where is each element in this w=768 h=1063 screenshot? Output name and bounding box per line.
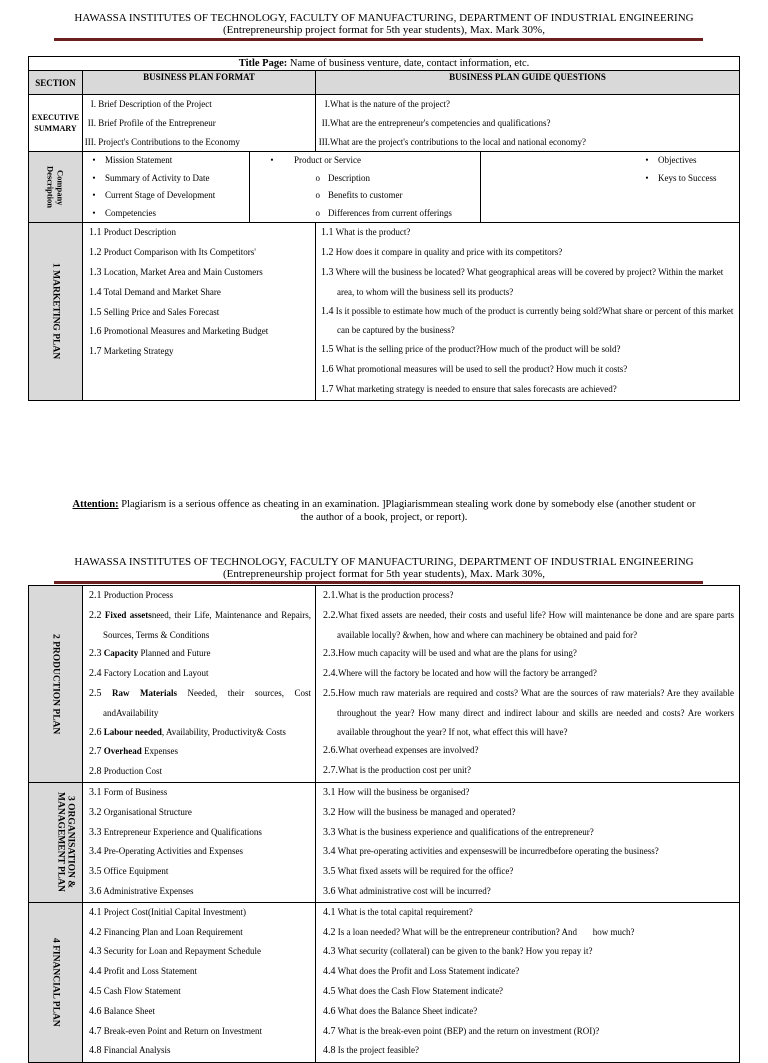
list-item: 2.5 Raw Materials Needed, their sources, Cost andAvailability — [89, 687, 312, 718]
list-item: 1.3 Location, Market Area and Main Customers — [89, 266, 263, 278]
document-header-title: HAWASSA INSTITUTES OF TECHNOLOGY, FACULTY OF MANUFACTURING, DEPARTMENT OF INDUSTRIAL ENGINEERING — [74, 12, 694, 24]
section-marketing-plan: 1 MARKETING PLAN — [29, 223, 83, 400]
header-rule — [54, 38, 703, 41]
list-item: 4.7 What is the break-even point (BEP) and the return on investment (ROI)? — [323, 1025, 600, 1037]
list-item: 1.4 Total Demand and Market Share — [89, 286, 221, 298]
list-item: 2.6 Labour needed, Availability, Productivity& Costs — [89, 726, 286, 738]
list-item: 2.7.What is the production cost per unit? — [323, 765, 471, 777]
executive-format-cell — [83, 95, 316, 152]
attention-line-1: Attention: Plagiarism is a serious offence as cheating in an examination. ]Plagiarismmean stealing work done by somebody else (another student or — [72, 499, 696, 510]
list-item: 3.2 How will the business be managed and operated? — [323, 806, 516, 818]
section-organisation-plan: 3 ORGANISATION & MANAGEMENT PLAN — [29, 782, 83, 902]
company-col3-cell — [481, 152, 740, 223]
list-item: II.What are the entrepreneur's competencies and qualifications? — [321, 117, 551, 128]
list-item: 4.6 What does the Balance Sheet indicate? — [323, 1005, 478, 1017]
list-item: 4.5 Cash Flow Statement — [89, 985, 181, 997]
list-item: II. Brief Profile of the Entrepreneur — [87, 117, 216, 128]
company-col2-cell — [250, 152, 481, 223]
list-item: 1.1 What is the product? — [321, 227, 411, 239]
list-item: 1.7 What marketing strategy is needed to ensure that sales forecasts are achieved? — [321, 383, 617, 395]
marketing-guide-cell — [316, 223, 740, 400]
document-header-title-2: HAWASSA INSTITUTES OF TECHNOLOGY, FACULTY OF MANUFACTURING, DEPARTMENT OF INDUSTRIAL ENGINEERING — [74, 556, 694, 568]
list-item: III.What are the project's contributions to the local and national economy? — [318, 136, 587, 147]
organisation-format-cell — [83, 782, 316, 902]
list-item: 3.5 What fixed assets will be required for the office? — [323, 866, 514, 878]
section-production-plan: 2 PRODUCTION PLAN — [29, 586, 83, 783]
list-item: o Differences from current offerings — [315, 207, 452, 218]
production-guide-cell — [316, 586, 740, 783]
list-item: • Competencies — [92, 207, 156, 218]
list-item: 4.1 Project Cost(Initial Capital Investment) — [89, 906, 246, 918]
list-item: 2.2.What fixed assets are needed, their costs and useful life? How will maintenance be done and are spare parts available locally? &when, how and where can machinery be obtained and paid for? — [323, 609, 734, 640]
business-plan-table-2 — [28, 585, 740, 1063]
list-item: 2.5.How much raw materials are required and costs? What are the sources of raw materials? Are they available throughout the year? How many direct and indirect labour and skills are needed and costs? Are workers available throughout the year? If not, what effect this will have? — [323, 687, 734, 737]
list-item: 3.3 What is the business experience and qualifications of the entrepreneur? — [323, 826, 594, 838]
company-col1-cell — [83, 152, 250, 223]
business-plan-table-1 — [28, 56, 740, 401]
list-item: o Benefits to customer — [315, 190, 403, 201]
list-item: • Summary of Activity to Date — [92, 172, 210, 183]
list-item: 4.1 What is the total capital requirement? — [323, 906, 473, 918]
title-page-label: Title Page: — [238, 58, 288, 69]
list-item: 2.7 Overhead Expenses — [89, 746, 178, 758]
attention-note — [54, 498, 714, 524]
column-header-format: BUSINESS PLAN FORMAT — [83, 71, 316, 95]
list-item: 1.2 Product Comparison with Its Competitors' — [89, 247, 256, 259]
list-item: 3.6 What administrative cost will be incurred? — [323, 885, 491, 897]
list-item: 1.6 What promotional measures will be used to sell the product? How much it costs? — [321, 363, 628, 375]
column-header-section: SECTION — [29, 71, 83, 95]
list-item: 4.3 Security for Loan and Repayment Schedule — [89, 946, 261, 958]
list-item: 3.1 How will the business be organised? — [323, 786, 470, 798]
list-item: • Keys to Success — [645, 172, 717, 183]
list-item: 2.3.How much capacity will be used and what are the plans for using? — [323, 648, 577, 660]
list-item: 4.8 Financial Analysis — [89, 1045, 171, 1057]
marketing-format-cell — [83, 223, 316, 400]
list-item: • Product or Service — [270, 155, 361, 166]
list-item: 3.1 Form of Business — [89, 786, 168, 798]
list-item: 4.5 What does the Cash Flow Statement indicate? — [323, 985, 504, 997]
list-item: 4.2 Financing Plan and Loan Requirement — [89, 926, 243, 938]
list-item: 4.4 Profit and Loss Statement — [89, 966, 197, 978]
list-item: 4.3 What security (collateral) can be given to the bank? How you repay it? — [323, 946, 593, 958]
list-item: 1.6 Promotional Measures and Marketing Budget — [89, 326, 269, 338]
list-item: 4.4 What does the Profit and Loss Statement indicate? — [323, 966, 520, 978]
attention-label: Attention: — [72, 499, 119, 510]
list-item: • Objectives — [645, 155, 697, 166]
financial-format-cell — [83, 902, 316, 1062]
list-item: 3.4 Pre-Operating Activities and Expenses — [89, 846, 243, 858]
document-header-subtitle-2: (Entrepreneurship project format for 5th year students), Max. Mark 30%, — [223, 568, 545, 580]
list-item: 2.1.What is the production process? — [323, 590, 454, 601]
list-item: 2.4.Where will the factory be located and how will the factory be arranged? — [323, 668, 597, 680]
column-header-guide: BUSINESS PLAN GUIDE QUESTIONS — [316, 71, 740, 95]
list-item: 1.3 Where will the business be located? What geographical areas will be covered by project? Within the market area, to whom will the business sell its products? — [321, 266, 724, 297]
company-col3-inner — [646, 152, 739, 187]
list-item: 3.5 Office Equipment — [89, 866, 169, 878]
header-rule-2 — [54, 581, 703, 584]
list-item: 1.4 Is it possible to estimate how much of the product is currently being sold?What share or percent of this market can be captured by the business? — [321, 305, 734, 336]
list-item: 4.2 Is a loan needed? What will be the entrepreneur contribution? And how much? — [323, 926, 635, 938]
list-item: 1.1 Product Description — [89, 227, 176, 239]
list-item: 1.5 Selling Price and Sales Forecast — [89, 306, 220, 318]
list-item: 2.3 Capacity Planned and Future — [89, 648, 211, 660]
list-item: • Mission Statement — [92, 155, 173, 166]
list-item: 4.8 Is the project feasible? — [323, 1045, 419, 1057]
executive-guide-cell — [316, 95, 740, 152]
list-item: 3.2 Organisational Structure — [89, 806, 192, 818]
organisation-guide-cell — [316, 782, 740, 902]
section-company-description: Company Description — [29, 152, 83, 223]
list-item: 2.6.What overhead expenses are involved? — [323, 745, 479, 757]
document-header-subtitle: (Entrepreneurship project format for 5th year students), Max. Mark 30%, — [223, 24, 545, 36]
section-executive-summary: EXECUTIVE SUMMARY — [29, 95, 83, 152]
list-item: 2.8 Production Cost — [89, 766, 163, 778]
list-item: I. Brief Description of the Project — [90, 99, 212, 109]
list-item: o Description — [315, 172, 370, 183]
list-item: 1.5 What is the selling price of the product?How much of the product will be sold? — [321, 344, 621, 356]
list-item: 1.2 How does it compare in quality and price with its competitors? — [321, 247, 563, 259]
list-item: 2.1 Production Process — [89, 590, 173, 601]
list-item: 4.7 Break-even Point and Return on Investment — [89, 1025, 262, 1037]
list-item: 1.7 Marketing Strategy — [89, 346, 174, 358]
list-item: 3.3 Entrepreneur Experience and Qualifications — [89, 826, 262, 838]
financial-guide-cell — [316, 902, 740, 1062]
attention-line-2: the author of a book, project, or report). — [300, 512, 468, 523]
list-item: 2.2 Fixed assetsneed, their Life, Maintenance and Repairs, Sources, Terms & Conditions — [89, 609, 312, 640]
list-item: III. Project's Contributions to the Economy — [84, 136, 240, 147]
list-item: 2.4 Factory Location and Layout — [89, 668, 209, 680]
title-page-row — [29, 57, 740, 71]
list-item: 3.4 What pre-operating activities and expenseswill be incurredbefore operating the business? — [323, 846, 659, 858]
list-item: I.What is the nature of the project? — [324, 99, 450, 109]
production-format-cell — [83, 586, 316, 783]
title-page-text: Name of business venture, date, contact information, etc. — [287, 58, 530, 69]
list-item: • Current Stage of Development — [92, 190, 216, 201]
list-item: 4.6 Balance Sheet — [89, 1005, 155, 1017]
list-item: 3.6 Administrative Expenses — [89, 885, 194, 897]
section-financial-plan: 4 FINANCIAL PLAN — [29, 902, 83, 1062]
